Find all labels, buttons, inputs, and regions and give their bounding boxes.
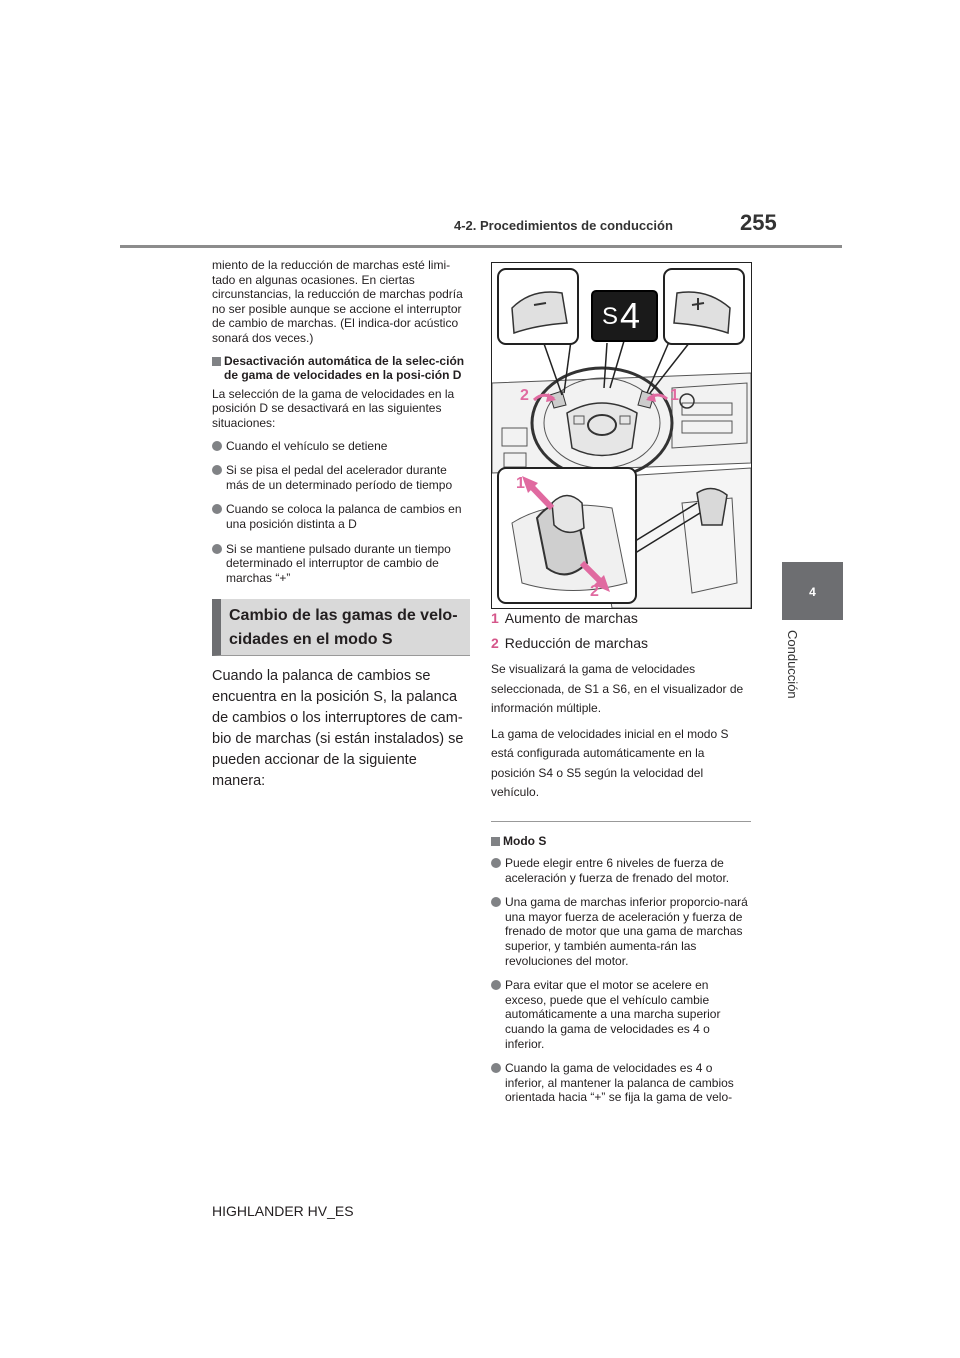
circle-bullet-icon — [491, 897, 501, 907]
circle-bullet-icon — [491, 980, 501, 990]
header-section-title: 4-2. Procedimientos de conducción — [454, 218, 673, 233]
square-bullet-icon — [491, 837, 500, 846]
left-column — [212, 258, 470, 792]
callout-label-1-lever: 1 — [516, 475, 525, 492]
callout-label-2-lever: 2 — [590, 583, 599, 600]
callout-label-1: 1 — [670, 387, 679, 404]
subheading-modo-s: Modo S — [491, 834, 751, 849]
list-item: 1 Aumento de marchas — [491, 610, 638, 626]
footer-model-name: HIGHLANDER HV_ES — [212, 1203, 354, 1219]
circle-bullet-icon — [212, 465, 222, 475]
list-item: 2 Reducción de marchas — [491, 635, 648, 651]
divider — [491, 821, 751, 822]
header-rule — [120, 245, 842, 248]
item-number: 2 — [491, 635, 499, 651]
list-item: Puede elegir entre 6 niveles de fuerza de aceleración y fuerza de frenado del motor. — [491, 856, 751, 885]
list-item: Si se mantiene pulsado durante un tiempo determinado el interruptor de cambio de marchas “+” — [212, 542, 470, 586]
subheading-auto-cancel: Desactivación automática de la selec-ción de gama de velocidades en la posi-ción D — [212, 354, 470, 383]
chapter-number: 4 — [809, 585, 816, 599]
section-heading-box — [212, 599, 470, 656]
chapter-tab[interactable] — [782, 562, 843, 620]
list-item: Si se pisa el pedal del acelerador durante más de un determinado período de tiempo — [212, 463, 470, 492]
right-column — [491, 610, 751, 1115]
circle-bullet-icon — [212, 504, 222, 514]
chapter-label: Conducción — [785, 630, 800, 699]
list-item: Para evitar que el motor se acelere en exceso, puede que el vehículo cambie automáticamente a una marcha superior cuando la gama de velocidades es 4 o inferior. — [491, 978, 751, 1051]
circle-bullet-icon — [491, 1063, 501, 1073]
callout-label-2: 2 — [520, 387, 529, 404]
section-heading: Cambio de las gamas de velo-cidades en el modo S — [229, 607, 458, 649]
item-number: 1 — [491, 610, 499, 626]
intro-paragraph: miento de la reducción de marchas esté limi-tado en algunas ocasiones. En ciertas circunstancias, la reducción de marchas podría no ser posible aunque se accione el interruptor de cambio de marchas. (El indica-dor acústico sonará dos veces.) — [212, 258, 463, 345]
subheading-text: La selección de la gama de velocidades en la posición D se desactivará en las siguientes situaciones: — [212, 386, 455, 430]
circle-bullet-icon — [212, 441, 222, 451]
display-gear-number: 4 — [620, 295, 641, 336]
page-number: 255 — [740, 210, 777, 235]
list-item: Una gama de marchas inferior proporcio-nará una mayor fuerza de aceleración y fuerza de frenado de motor que una gama de marchas superior, y también aumenta-rán las revoluciones del motor. — [491, 895, 751, 968]
paragraph-gear-display: Se visualizará la gama de velocidades seleccionada, de S1 a S6, en el visualizador de información múltiple. — [491, 662, 744, 715]
square-bullet-icon — [212, 357, 221, 366]
list-item: Cuando se coloca la palanca de cambios en una posición distinta a D — [212, 502, 470, 531]
paragraph-initial-range: La gama de velocidades inicial en el modo S está configurada automáticamente en la posición S4 o S5 según la velocidad del vehículo. — [491, 726, 729, 799]
circle-bullet-icon — [212, 544, 222, 554]
circle-bullet-icon — [491, 858, 501, 868]
display-gear-letter: S — [602, 303, 619, 330]
list-item: Cuando la gama de velocidades es 4 o inferior, al mantener la palanca de cambios orientada hacia “+” se fija la gama de velo- — [491, 1061, 751, 1105]
list-item: Cuando el vehículo se detiene — [212, 439, 470, 454]
gear-shift-illustration — [491, 262, 752, 609]
section-body: Cuando la palanca de cambios se encuentra en la posición S, la palanca de cambios o los interruptores de cam-bio de marchas (si están instalados) se pueden accionar de la siguiente manera: — [212, 668, 464, 790]
